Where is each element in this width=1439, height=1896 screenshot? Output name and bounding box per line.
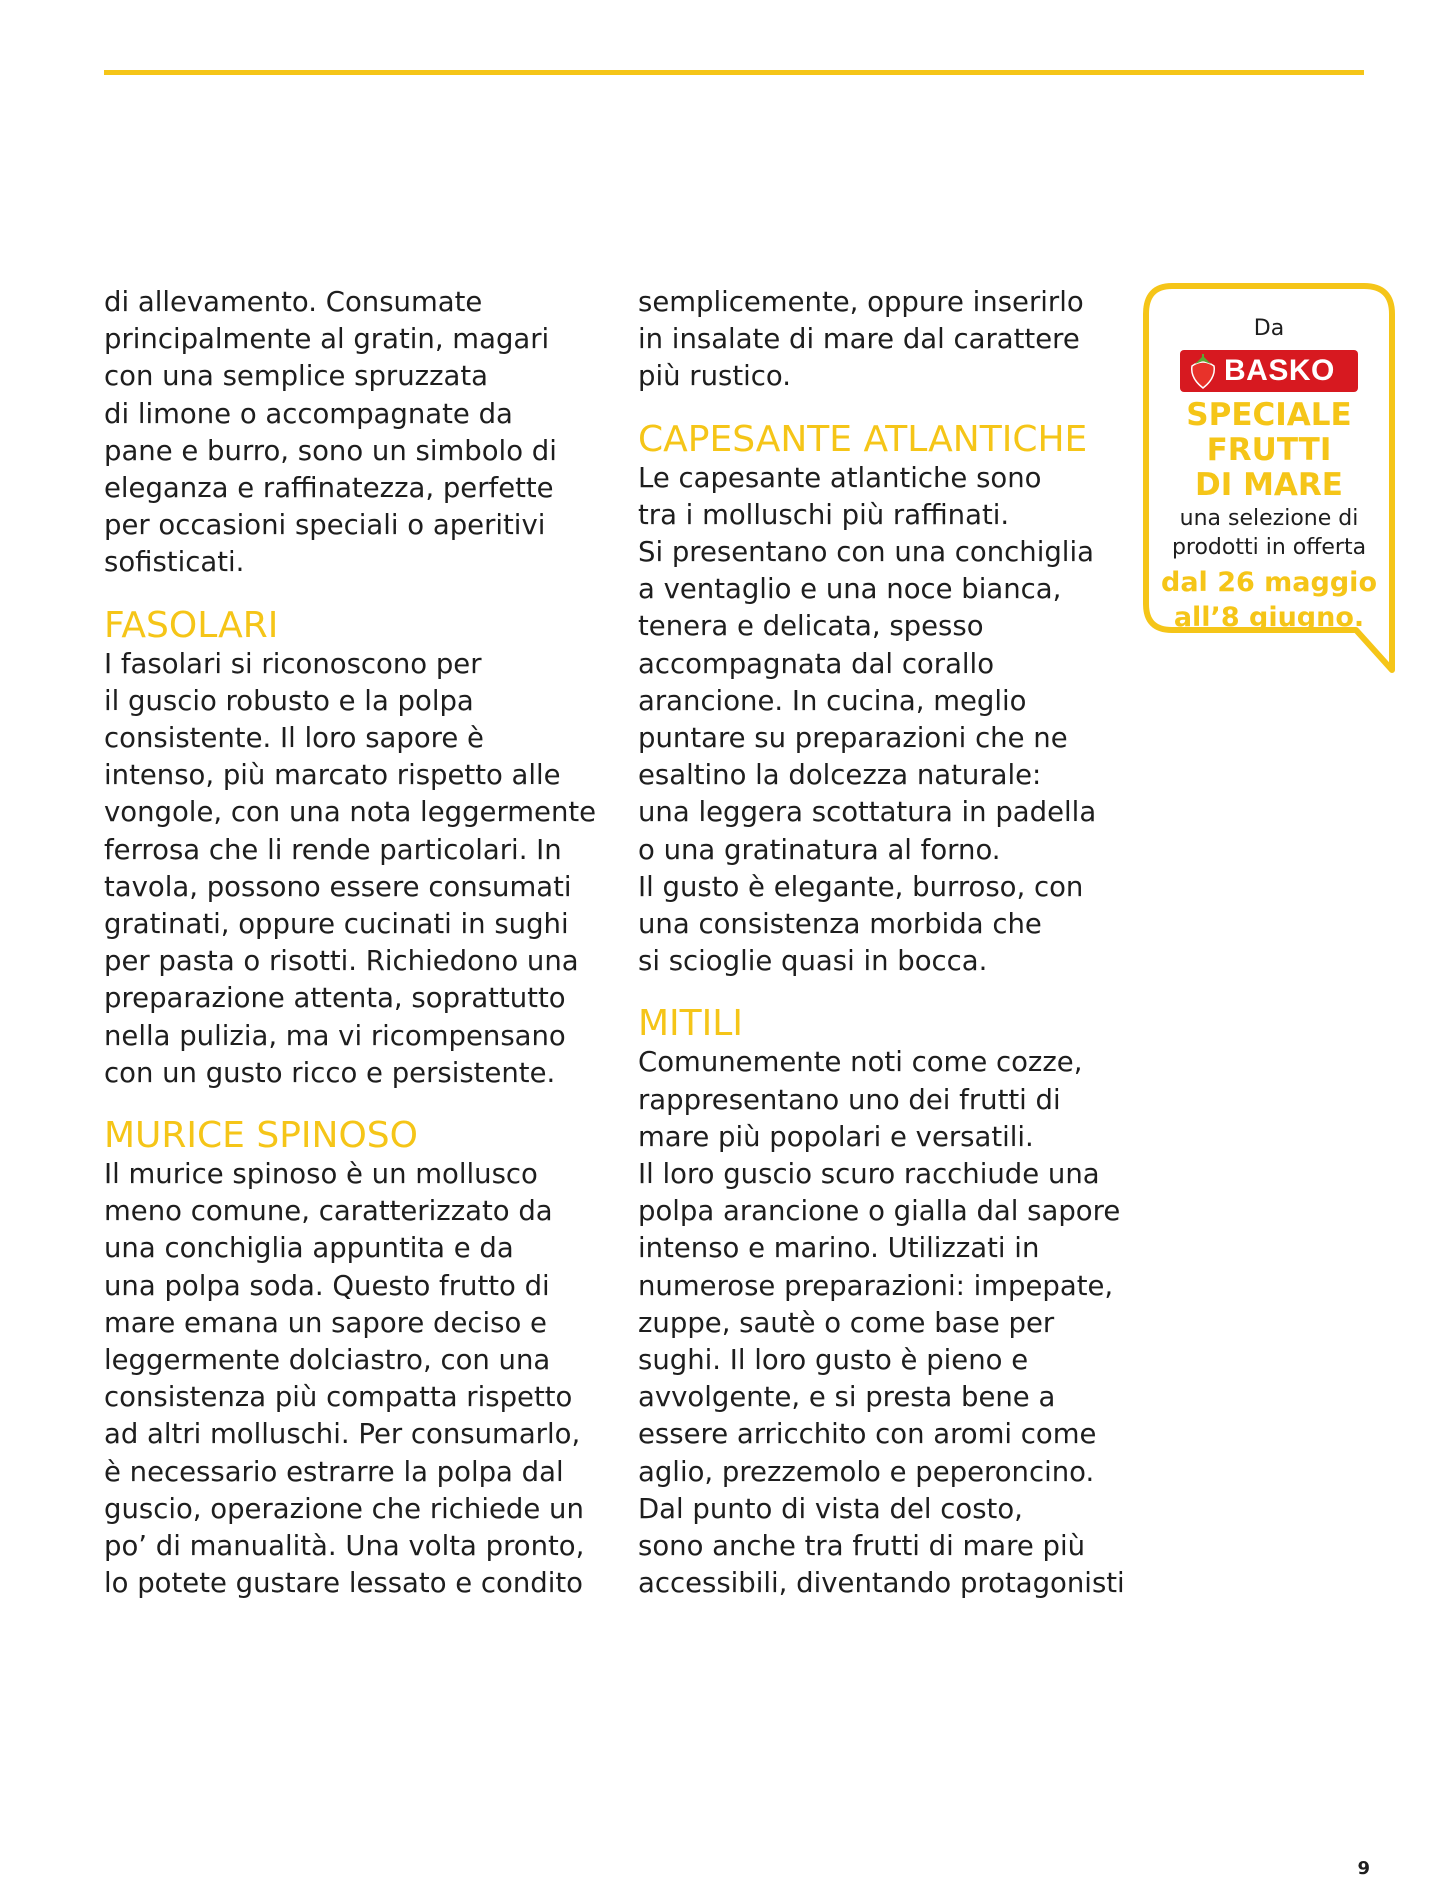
section-body-mitili: Comunemente noti come cozze, rappresentano uno dei frutti di mare più popolari e versatili. Il loro guscio scuro racchiude una polpa arancione o gialla dal sapore intenso e marino. Utilizzati in numerose preparazioni: impepate, zuppe, sautè o come base per sughi. Il loro gusto è pieno e avvolgente, e si presta bene a essere arricchito con aromi come aglio, prezzemolo e peperoncino. Dal punto di vista del costo, sono anche tra frutti di mare più accessibili, diventando protagonisti <box>638 1046 1125 1600</box>
section-title-fasolari: FASOLARI <box>104 604 279 646</box>
left-intro-text: di allevamento. Consumate principalmente al gratin, magari con una semplice spruzzata di limone o accompagnate da pane e burro, sono un simbolo di eleganza e raffinatezza, perfette per occasioni speciali o aperitivi sofisticati. <box>104 286 557 579</box>
section-body-fasolari: I fasolari si riconoscono per il guscio robusto e la polpa consistente. Il loro sapore è intenso, più marcato rispetto alle vongole, con una nota leggermente ferrosa che li rende particolari. In tavola, possono essere consumati gratinati, oppure cucinati in sughi per pasta o risotti. Richiedono una preparazione attenta, soprattutto nella pulizia, ma vi ricompensano con un gusto ricco e persistente. <box>104 647 597 1089</box>
promo-subtitle: una selezione di prodotti in offerta <box>1171 506 1367 560</box>
basko-logo <box>1180 350 1358 392</box>
promo-headline: SPECIALE FRUTTI DI MARE <box>1186 397 1352 503</box>
strawberry-logo-icon <box>1184 352 1222 390</box>
promo-callout <box>1142 282 1396 674</box>
left-column <box>104 284 614 1603</box>
page-number: 9 <box>1357 1858 1370 1879</box>
promo-prefix: Da <box>1253 316 1285 341</box>
top-rule <box>104 70 1364 75</box>
middle-intro-text: semplicemente, oppure inserirlo in insalate di mare dal carattere più rustico. <box>638 286 1084 393</box>
section-body-murice-spinoso: Il murice spinoso è un mollusco meno comune, caratterizzato da una conchiglia appuntita e da una polpa soda. Questo frutto di mare emana un sapore deciso e leggermente dolciastro, con una consistenza più compatta rispetto ad altri molluschi. Per consumarlo, è necessario estrarre la polpa dal guscio, operazione che richiede un po’ di manualità. Una volta pronto, lo potete gustare lessato e condito <box>104 1158 585 1600</box>
promo-dates: dal 26 maggio all’8 giugno. <box>1161 567 1377 633</box>
section-title-murice-spinoso: MURICE SPINOSO <box>104 1115 418 1157</box>
middle-column <box>638 284 1138 1603</box>
brand-name: BASKO <box>1224 354 1335 387</box>
section-title-capesante-atlantiche: CAPESANTE ATLANTICHE <box>638 418 1088 460</box>
section-title-mitili: MITILI <box>638 1003 743 1045</box>
section-body-capesante-atlantiche: Le capesante atlantiche sono tra i molluschi più raffinati. Si presentano con una conchiglia a ventaglio e una noce bianca, tenera e delicata, spesso accompagnata dal corallo arancione. In cucina, meglio puntare su preparazioni che ne esaltino la dolcezza naturale: una leggera scottatura in padella o una gratinatura al forno. Il gusto è elegante, burroso, con una consistenza morbida che si scioglie quasi in bocca. <box>638 461 1097 978</box>
